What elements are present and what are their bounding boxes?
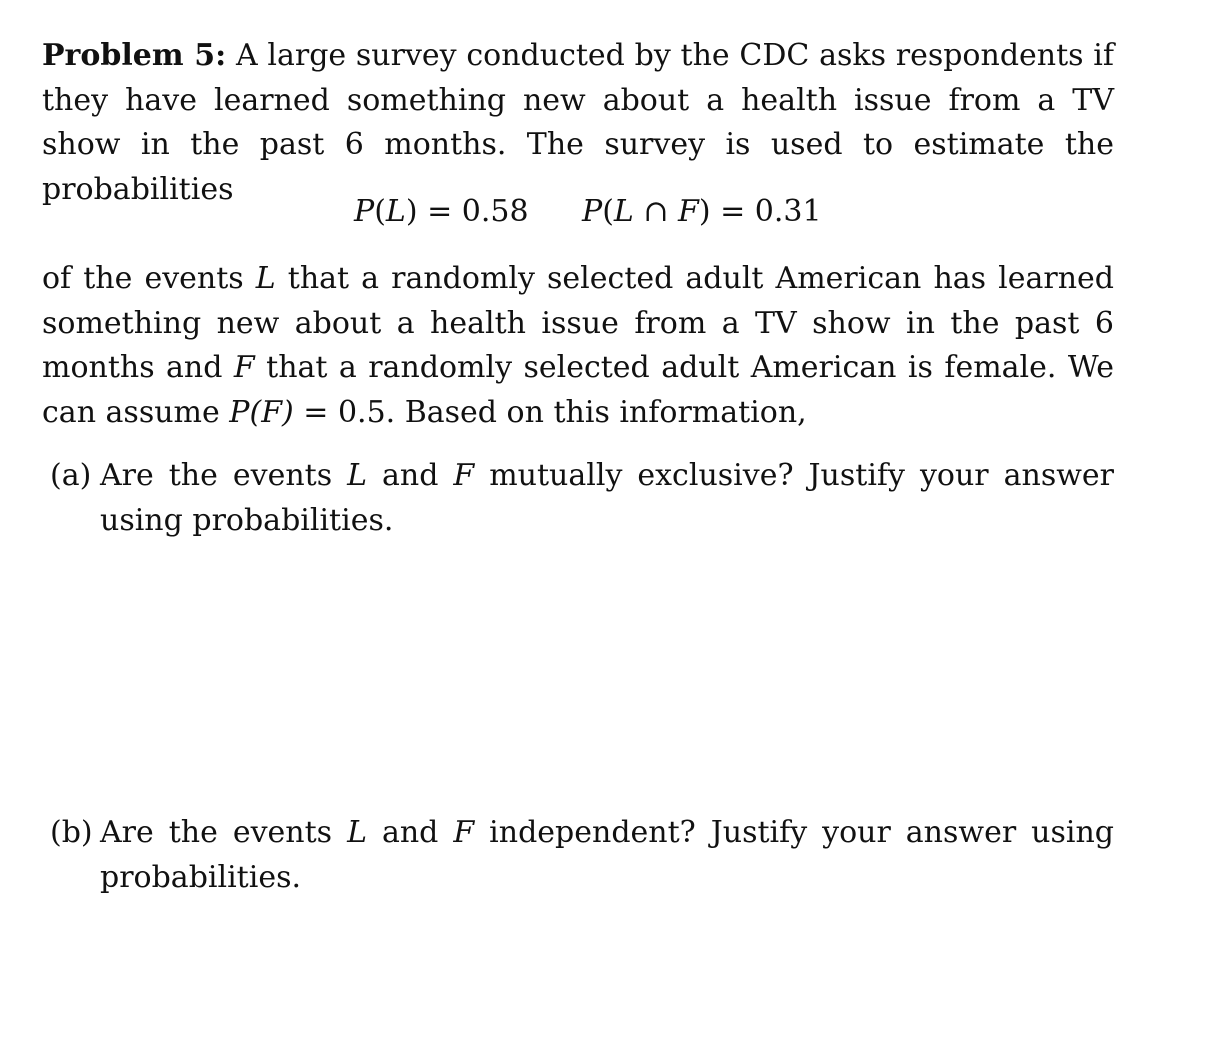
part-b-text-2: and: [366, 815, 454, 850]
part-a-text-1: Are the events: [100, 458, 348, 493]
part-a-question: [100, 454, 1114, 543]
body-text-3: that a randomly selected adult American is female. We can assume: [42, 350, 1114, 430]
equation-p-l-and-f: P(L ∩ F) = 0.31: [582, 194, 822, 229]
part-b-label: (b): [50, 815, 93, 850]
body-text-4: = 0.5. Based on this information,: [293, 394, 807, 430]
part-b: [50, 811, 1114, 900]
p-f: P(F): [229, 394, 294, 430]
part-b-text-1: Are the events: [100, 815, 348, 850]
equation-p-l: P(L) = 0.58: [354, 194, 529, 229]
event-f: F: [233, 350, 255, 385]
body-text-1: of the events: [42, 261, 256, 296]
problem-intro: [42, 34, 1114, 212]
part-b-event-f: F: [453, 815, 475, 850]
problem-label: Problem 5:: [42, 38, 227, 73]
part-a-text-3: mutually exclusive? Justify your answer using probabilities.: [100, 458, 1115, 538]
part-a-event-f: F: [453, 458, 475, 493]
event-l: L: [255, 261, 276, 296]
part-b-text-3: independent? Justify your answer using probabilities.: [100, 815, 1114, 895]
part-a-label: (a): [50, 458, 92, 493]
part-a: [50, 454, 1114, 543]
part-b-question: [100, 811, 1114, 900]
problem-body: [42, 257, 1114, 435]
body-text-2: that a randomly selected adult American has learned something new about a health issue from a TV show in the past 6 months and: [42, 261, 1114, 385]
part-b-event-l: L: [347, 815, 367, 850]
problem-intro-text: A large survey conducted by the CDC asks respondents if they have learned something new about a health issue from a TV show in the past 6 months. The survey is used to estimate the probabilities: [42, 38, 1114, 207]
part-a-text-2: and: [367, 458, 454, 493]
part-a-event-l: L: [347, 458, 368, 493]
